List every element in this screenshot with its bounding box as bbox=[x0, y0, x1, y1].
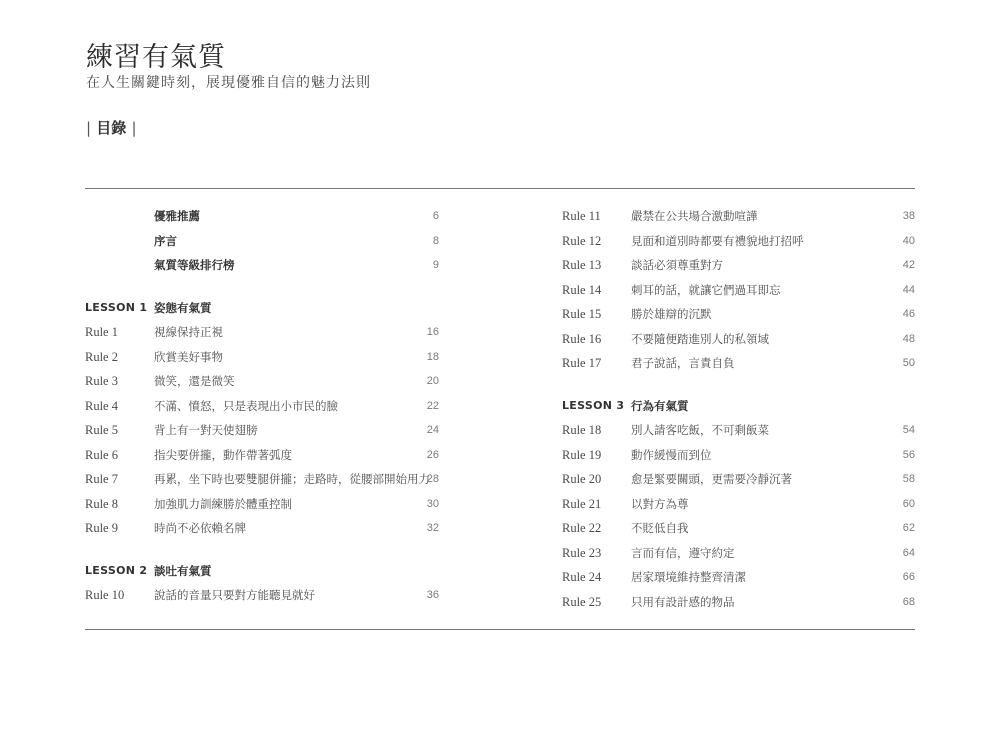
toc-entry-row[interactable] bbox=[85, 256, 445, 281]
section-gap bbox=[562, 379, 915, 397]
page-number: 50 bbox=[902, 357, 915, 369]
entry-title: 再累，坐下時也要雙腿併攏；走路時，從腰部開始用力 bbox=[154, 472, 430, 486]
toc-entry-row[interactable] bbox=[85, 470, 445, 495]
page-number: 18 bbox=[426, 350, 439, 363]
section-gap bbox=[85, 544, 445, 562]
entry-title: 優雅推薦 bbox=[154, 209, 200, 223]
entry-title: 以對方為尊 bbox=[631, 496, 689, 511]
rule-label: Rule 23 bbox=[562, 545, 602, 560]
rule-label: Rule 20 bbox=[562, 472, 602, 486]
toc-entry-row[interactable] bbox=[85, 232, 445, 257]
page-number: 48 bbox=[902, 332, 915, 345]
rule-label: Rule 22 bbox=[562, 521, 602, 535]
entry-title: 加強肌力訓練勝於體重控制 bbox=[154, 496, 292, 511]
rule-label: Rule 21 bbox=[562, 496, 602, 511]
page-number: 62 bbox=[902, 522, 915, 534]
toc-entry-row[interactable] bbox=[562, 421, 915, 446]
page-number: 16 bbox=[426, 326, 439, 338]
entry-title: 視線保持正視 bbox=[154, 325, 223, 339]
page-number: 38 bbox=[902, 210, 915, 222]
toc-entry-row[interactable] bbox=[562, 568, 915, 593]
rule-label: Rule 13 bbox=[562, 258, 602, 272]
page-number: 28 bbox=[426, 473, 439, 485]
toc-entry-row[interactable] bbox=[562, 495, 915, 520]
toc-entry-row[interactable] bbox=[85, 519, 445, 544]
toc-entry-row[interactable] bbox=[562, 519, 915, 544]
lesson-label: LESSON 3 bbox=[562, 398, 625, 412]
page-number: 22 bbox=[426, 399, 439, 412]
rule-label: Rule 9 bbox=[85, 521, 118, 535]
page-number: 68 bbox=[902, 595, 915, 608]
rule-label: Rule 3 bbox=[85, 374, 118, 388]
entry-title: 時尚不必依賴名牌 bbox=[154, 521, 246, 535]
entry-title: 言而有信，遵守約定 bbox=[631, 545, 735, 560]
rule-label: Rule 14 bbox=[562, 282, 602, 297]
toc-entry-row[interactable] bbox=[562, 281, 915, 306]
book-title: 練習有氣質 bbox=[86, 42, 226, 72]
page-number: 58 bbox=[902, 473, 915, 485]
toc-entry-row[interactable] bbox=[562, 593, 915, 618]
toc-entry-row[interactable] bbox=[562, 354, 915, 379]
book-subtitle: 在人生關鍵時刻，展現優雅自信的魅力法則 bbox=[86, 75, 371, 91]
rule-label: Rule 4 bbox=[85, 398, 118, 413]
toc-bar-left: | bbox=[86, 119, 92, 137]
lesson-label: LESSON 2 bbox=[85, 563, 148, 577]
toc-lesson-row[interactable] bbox=[85, 562, 445, 587]
toc-entry-row[interactable] bbox=[562, 446, 915, 471]
entry-title: 嚴禁在公共場合激動喧譁 bbox=[631, 209, 758, 223]
entry-title: 談吐有氣質 bbox=[154, 563, 212, 578]
top-divider bbox=[85, 188, 915, 189]
toc-lesson-row[interactable] bbox=[85, 299, 445, 324]
entry-title: 別人請客吃飯，不可剩飯菜 bbox=[631, 423, 769, 437]
rule-label: Rule 18 bbox=[562, 423, 602, 437]
toc-entry-row[interactable] bbox=[85, 495, 445, 520]
rule-label: Rule 16 bbox=[562, 331, 602, 346]
page-number: 44 bbox=[902, 283, 915, 296]
toc-entry-row[interactable] bbox=[85, 207, 445, 232]
entry-title: 愈是緊要關頭，更需要冷靜沉著 bbox=[631, 472, 792, 486]
toc-entry-row[interactable] bbox=[85, 397, 445, 422]
page-number: 20 bbox=[426, 375, 439, 387]
entry-title: 居家環境維持整齊清潔 bbox=[631, 570, 746, 584]
page-number: 8 bbox=[432, 234, 439, 247]
page-number: 9 bbox=[432, 259, 439, 271]
page-number: 66 bbox=[902, 571, 915, 583]
entry-title: 說話的音量只要對方能聽見就好 bbox=[154, 588, 315, 602]
entry-title: 微笑，還是微笑 bbox=[154, 374, 235, 388]
entry-title: 談話必須尊重對方 bbox=[631, 258, 723, 272]
toc-heading bbox=[86, 121, 137, 136]
page-number: 24 bbox=[426, 424, 439, 436]
page-number: 60 bbox=[902, 497, 915, 510]
toc-entry-row[interactable] bbox=[85, 372, 445, 397]
toc-entry-row[interactable] bbox=[85, 586, 445, 611]
toc-entry-row[interactable] bbox=[85, 446, 445, 471]
toc-entry-row[interactable] bbox=[562, 232, 915, 257]
entry-title: 只用有設計感的物品 bbox=[631, 594, 735, 609]
entry-title: 氣質等級排行榜 bbox=[154, 258, 235, 272]
entry-title: 指尖要併攏，動作帶著弧度 bbox=[154, 447, 292, 462]
toc-label: 目錄 bbox=[96, 119, 127, 137]
section-gap bbox=[85, 281, 445, 299]
page-number: 26 bbox=[426, 448, 439, 461]
entry-title: 不貶低自我 bbox=[631, 521, 689, 535]
rule-label: Rule 2 bbox=[85, 349, 118, 364]
bottom-divider bbox=[85, 629, 915, 630]
lesson-label: LESSON 1 bbox=[85, 300, 148, 314]
page-number: 54 bbox=[902, 424, 915, 436]
rule-label: Rule 8 bbox=[85, 496, 118, 511]
toc-lesson-row[interactable] bbox=[562, 397, 915, 422]
entry-title: 不要隨便踏進別人的私領域 bbox=[631, 331, 769, 346]
toc-entry-row[interactable] bbox=[562, 470, 915, 495]
toc-bar-right: | bbox=[131, 119, 137, 137]
rule-label: Rule 24 bbox=[562, 570, 602, 584]
toc-entry-row[interactable] bbox=[562, 256, 915, 281]
entry-title: 序言 bbox=[154, 233, 177, 248]
toc-entry-row[interactable] bbox=[85, 323, 445, 348]
toc-entry-row[interactable] bbox=[562, 330, 915, 355]
entry-title: 見面和道別時都要有禮貌地打招呼 bbox=[631, 233, 804, 248]
page-number: 46 bbox=[902, 308, 915, 320]
toc-entry-row[interactable] bbox=[85, 348, 445, 373]
toc-column-left bbox=[85, 207, 445, 611]
toc-entry-row[interactable] bbox=[562, 544, 915, 569]
page-number: 56 bbox=[902, 448, 915, 461]
entry-title: 欣賞美好事物 bbox=[154, 349, 223, 364]
entry-title: 背上有一對天使翅膀 bbox=[154, 423, 258, 437]
page-number: 6 bbox=[432, 210, 439, 222]
toc-entry-row[interactable] bbox=[85, 421, 445, 446]
rule-label: Rule 17 bbox=[562, 356, 602, 370]
rule-label: Rule 6 bbox=[85, 447, 118, 462]
rule-label: Rule 10 bbox=[85, 588, 125, 602]
entry-title: 勝於雄辯的沉默 bbox=[631, 307, 712, 321]
page-number: 32 bbox=[426, 522, 439, 534]
rule-label: Rule 19 bbox=[562, 447, 602, 462]
entry-title: 刺耳的話，就讓它們過耳即忘 bbox=[631, 282, 781, 297]
page-number: 40 bbox=[902, 234, 915, 247]
page-number: 36 bbox=[426, 589, 439, 601]
rule-label: Rule 1 bbox=[85, 325, 118, 339]
toc-entry-row[interactable] bbox=[562, 207, 915, 232]
entry-title: 姿態有氣質 bbox=[154, 300, 212, 315]
rule-label: Rule 25 bbox=[562, 594, 602, 609]
rule-label: Rule 7 bbox=[85, 472, 118, 486]
rule-label: Rule 11 bbox=[562, 209, 601, 223]
rule-label: Rule 12 bbox=[562, 233, 602, 248]
entry-title: 動作緩慢而到位 bbox=[631, 447, 712, 462]
toc-entry-row[interactable] bbox=[562, 305, 915, 330]
rule-label: Rule 15 bbox=[562, 307, 602, 321]
entry-title: 不滿、憤怒，只是表現出小市民的臉 bbox=[154, 398, 338, 413]
rule-label: Rule 5 bbox=[85, 423, 118, 437]
page-number: 64 bbox=[902, 546, 915, 559]
page-number: 30 bbox=[426, 497, 439, 510]
entry-title: 行為有氣質 bbox=[631, 398, 689, 413]
page-number: 42 bbox=[902, 259, 915, 271]
toc-column-right bbox=[562, 207, 915, 617]
entry-title: 君子說話，言責自負 bbox=[631, 356, 735, 370]
